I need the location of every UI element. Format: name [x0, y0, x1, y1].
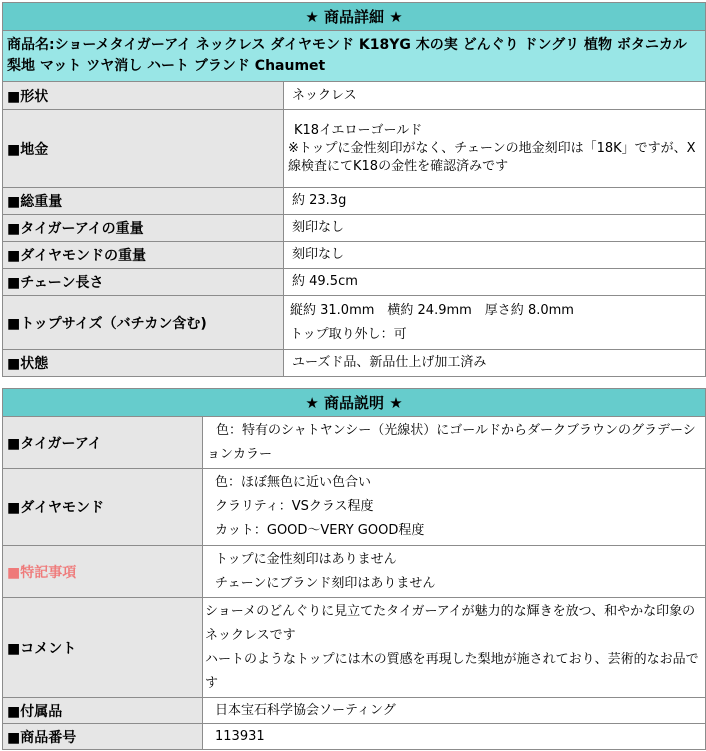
diamond-weight-label: ■ダイヤモンドの重量 — [3, 242, 284, 269]
product-name: 商品名:ショーメタイガーアイ ネックレス ダイヤモンド K18YG 木の実 どんぐり ドングリ 植物 ボタニカル 梨地 マット ツヤ消し ハート ブランド Chaumet — [3, 31, 706, 82]
comment-value: ショーメのどんぐりに見立てたタイガーアイが魅力的な輝きを放つ、和やかな印象のネックレスです ハートのようなトップには木の質感を再現した梨地が施されており、芸術的なお品です — [203, 598, 706, 698]
accessories-label: ■付属品 — [3, 698, 203, 724]
total-weight-value: 約 23.3g — [284, 188, 706, 215]
metal-value: K18イエローゴールド ※トップに金性刻印がなく、チェーンの地金刻印は「18K」ですが、X線検査にてK18の金性を確認済みです — [284, 110, 706, 188]
top-size-value: 縦約 31.0mm 横約 24.9mm 厚さ約 8.0mm トップ取り外し：可 — [284, 296, 706, 350]
total-weight-label: ■総重量 — [3, 188, 284, 215]
item-number-value: 113931 — [203, 724, 706, 750]
product-description-table — [2, 388, 706, 750]
description-header: ★ 商品説明 ★ — [3, 389, 706, 417]
metal-label: ■地金 — [3, 110, 284, 188]
diamond-label: ■ダイヤモンド — [3, 469, 203, 546]
diamond-value: 色：ほぼ無色に近い色合い クラリティ：VSクラス程度 カット：GOOD～VERY GOOD程度 — [203, 469, 706, 546]
tigereye-label: ■タイガーアイ — [3, 417, 203, 469]
notice-label: ■特記事項 — [3, 546, 203, 598]
top-size-label: ■トップサイズ（バチカン含む) — [3, 296, 284, 350]
detail-header: ★ 商品詳細 ★ — [3, 3, 706, 31]
tigereye-weight-value: 刻印なし — [284, 215, 706, 242]
tigereye-value: 色：特有のシャトヤンシー（光線状）にゴールドからダークブラウンのグラデーションカラー — [203, 417, 706, 469]
item-number-label: ■商品番号 — [3, 724, 203, 750]
accessories-value: 日本宝石科学協会ソーティング — [203, 698, 706, 724]
condition-label: ■状態 — [3, 350, 284, 377]
tigereye-weight-label: ■タイガーアイの重量 — [3, 215, 284, 242]
product-detail-table — [2, 2, 706, 377]
shape-value: ネックレス — [284, 82, 706, 110]
chain-length-value: 約 49.5cm — [284, 269, 706, 296]
notice-value: トップに金性刻印はありません チェーンにブランド刻印はありません — [203, 546, 706, 598]
condition-value: ユーズド品、新品仕上げ加工済み — [284, 350, 706, 377]
chain-length-label: ■チェーン長さ — [3, 269, 284, 296]
shape-label: ■形状 — [3, 82, 284, 110]
comment-label: ■コメント — [3, 598, 203, 698]
diamond-weight-value: 刻印なし — [284, 242, 706, 269]
